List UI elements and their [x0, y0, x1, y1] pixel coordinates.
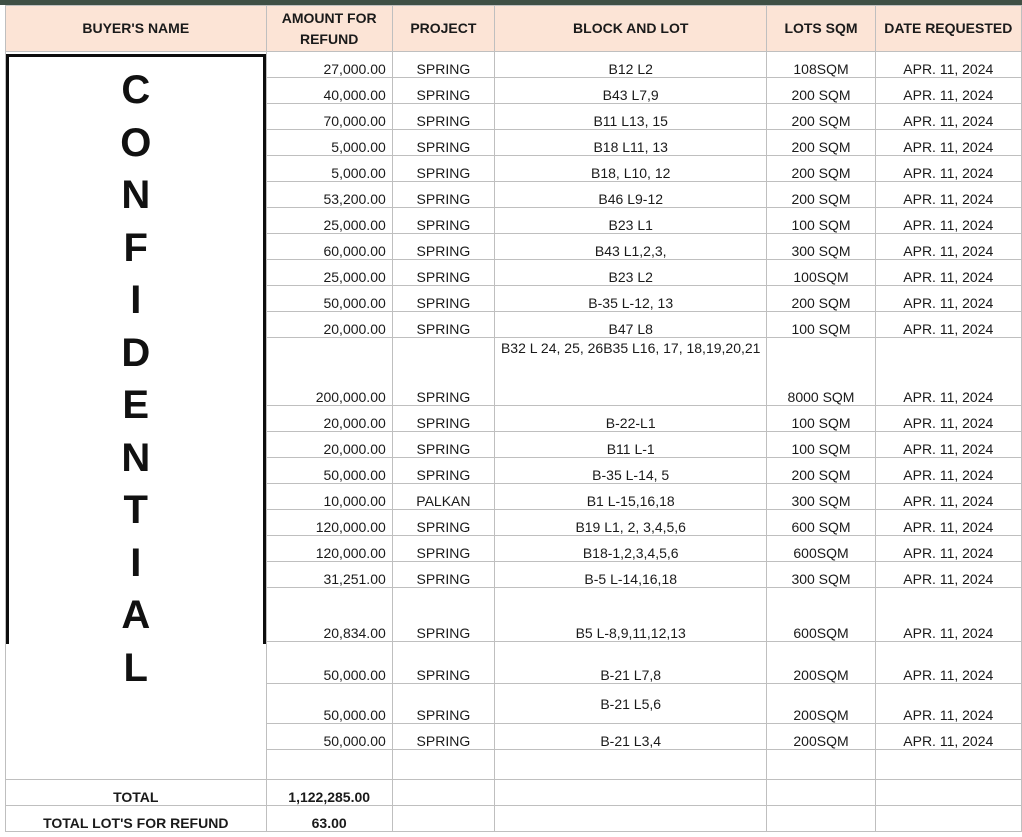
date-requested-cell: APR. 11, 2024 [875, 406, 1021, 432]
refund-amount-cell: 20,000.00 [266, 432, 392, 458]
lots-sqm-cell: 600SQM [767, 588, 875, 642]
block-and-lot-cell: B43 L7,9 [494, 78, 766, 104]
table-row [6, 52, 1022, 78]
project-cell: SPRING [392, 130, 494, 156]
lots-sqm-cell: 100 SQM [767, 312, 875, 338]
date-requested-cell: APR. 11, 2024 [875, 182, 1021, 208]
table-body [6, 52, 1022, 832]
project-cell: SPRING [392, 234, 494, 260]
empty-cell [767, 750, 875, 780]
confidential-letter: O [120, 120, 152, 165]
date-requested-cell: APR. 11, 2024 [875, 536, 1021, 562]
empty-cell [266, 750, 392, 780]
block-and-lot-cell: B18 L11, 13 [494, 130, 766, 156]
header-amount-line2: REFUND [299, 30, 359, 47]
project-cell: SPRING [392, 312, 494, 338]
refund-amount-cell: 25,000.00 [266, 208, 392, 234]
lots-sqm-cell: 108SQM [767, 52, 875, 78]
project-cell: SPRING [392, 588, 494, 642]
refund-amount-cell: 70,000.00 [266, 104, 392, 130]
header-project: PROJECT [392, 6, 494, 52]
lots-sqm-cell: 200 SQM [767, 130, 875, 156]
lots-sqm-cell: 200SQM [767, 642, 875, 684]
refund-amount-cell: 27,000.00 [266, 52, 392, 78]
lots-sqm-cell: 100 SQM [767, 432, 875, 458]
block-and-lot-cell: B12 L2 [494, 52, 766, 78]
lots-sqm-cell: 8000 SQM [767, 338, 875, 406]
date-requested-cell: APR. 11, 2024 [875, 510, 1021, 536]
date-requested-cell: APR. 11, 2024 [875, 458, 1021, 484]
header-block-and-lot: BLOCK AND LOT [494, 6, 766, 52]
date-requested-cell: APR. 11, 2024 [875, 562, 1021, 588]
date-requested-cell: APR. 11, 2024 [875, 684, 1021, 724]
empty-cell [875, 780, 1021, 806]
empty-cell [875, 750, 1021, 780]
lots-sqm-cell: 300 SQM [767, 484, 875, 510]
refund-amount-cell: 50,000.00 [266, 286, 392, 312]
header-amount-line1: AMOUNT FOR [281, 9, 377, 26]
total-lots-row-value: 63.00 [266, 806, 392, 832]
block-and-lot-cell: B18, L10, 12 [494, 156, 766, 182]
project-cell: SPRING [392, 724, 494, 750]
empty-cell [767, 780, 875, 806]
date-requested-cell: APR. 11, 2024 [875, 260, 1021, 286]
total-lots-row [6, 806, 1022, 832]
confidential-letter: I [130, 540, 142, 585]
lots-sqm-cell: 200SQM [767, 724, 875, 750]
refund-amount-cell: 20,000.00 [266, 312, 392, 338]
header-row [6, 6, 1022, 52]
confidential-letter: L [123, 645, 148, 690]
total-row-value: 1,122,285.00 [266, 780, 392, 806]
block-and-lot-cell: B23 L1 [494, 208, 766, 234]
project-cell: SPRING [392, 432, 494, 458]
confidential-letter: E [122, 383, 150, 427]
block-and-lot-cell: B-22-L1 [494, 406, 766, 432]
project-cell: SPRING [392, 182, 494, 208]
empty-cell [392, 780, 494, 806]
refund-amount-cell: 50,000.00 [266, 724, 392, 750]
project-cell: SPRING [392, 562, 494, 588]
refund-amount-cell: 20,000.00 [266, 406, 392, 432]
block-and-lot-cell: B-5 L-14,16,18 [494, 562, 766, 588]
project-cell: SPRING [392, 406, 494, 432]
project-cell: SPRING [392, 510, 494, 536]
project-cell: SPRING [392, 338, 494, 406]
date-requested-cell: APR. 11, 2024 [875, 208, 1021, 234]
block-and-lot-cell: B-35 L-12, 13 [494, 286, 766, 312]
lots-sqm-cell: 100SQM [767, 260, 875, 286]
date-requested-cell: APR. 11, 2024 [875, 52, 1021, 78]
project-cell: SPRING [392, 78, 494, 104]
empty-cell [392, 750, 494, 780]
block-and-lot-cell: B23 L2 [494, 260, 766, 286]
project-cell: SPRING [392, 286, 494, 312]
block-and-lot-cell: B-21 L7,8 [494, 642, 766, 684]
project-cell: PALKAN [392, 484, 494, 510]
date-requested-cell: APR. 11, 2024 [875, 484, 1021, 510]
refund-amount-cell: 31,251.00 [266, 562, 392, 588]
lots-sqm-cell: 300 SQM [767, 234, 875, 260]
lots-sqm-cell: 300 SQM [767, 562, 875, 588]
date-requested-cell: APR. 11, 2024 [875, 312, 1021, 338]
empty-cell [875, 806, 1021, 832]
confidential-letter: I [130, 278, 142, 322]
block-and-lot-cell: B32 L 24, 25, 26B35 L16, 17, 18,19,20,21 [494, 338, 766, 406]
confidential-letter: D [121, 330, 151, 375]
block-and-lot-cell: B-21 L3,4 [494, 724, 766, 750]
refund-amount-cell: 53,200.00 [266, 182, 392, 208]
lots-sqm-cell: 200 SQM [767, 156, 875, 182]
date-requested-cell: APR. 11, 2024 [875, 338, 1021, 406]
block-and-lot-cell: B-35 L-14, 5 [494, 458, 766, 484]
block-and-lot-cell: B1 L-15,16,18 [494, 484, 766, 510]
date-requested-cell: APR. 11, 2024 [875, 286, 1021, 312]
empty-cell [494, 780, 766, 806]
lots-sqm-cell: 200 SQM [767, 182, 875, 208]
date-requested-cell: APR. 11, 2024 [875, 130, 1021, 156]
lots-sqm-cell: 200 SQM [767, 286, 875, 312]
refund-amount-cell: 5,000.00 [266, 156, 392, 182]
lots-sqm-cell: 600SQM [767, 536, 875, 562]
total-lots-row-label: TOTAL LOT'S FOR REFUND [6, 806, 267, 832]
block-and-lot-cell: B18-1,2,3,4,5,6 [494, 536, 766, 562]
lots-sqm-cell: 600 SQM [767, 510, 875, 536]
total-row-label: TOTAL [6, 780, 267, 806]
block-and-lot-cell: B5 L-8,9,11,12,13 [494, 588, 766, 642]
lots-sqm-cell: 200 SQM [767, 458, 875, 484]
confidential-letter: F [123, 225, 148, 270]
confidential-letter: T [123, 488, 148, 532]
lots-sqm-cell: 100 SQM [767, 406, 875, 432]
refund-amount-cell: 20,834.00 [266, 588, 392, 642]
refund-amount-cell: 40,000.00 [266, 78, 392, 104]
project-cell: SPRING [392, 260, 494, 286]
header-date-requested: DATE REQUESTED [875, 6, 1021, 52]
project-cell: SPRING [392, 536, 494, 562]
refund-amount-cell: 50,000.00 [266, 458, 392, 484]
date-requested-cell: APR. 11, 2024 [875, 588, 1021, 642]
empty-cell [392, 806, 494, 832]
confidential-letter: N [121, 173, 151, 217]
block-and-lot-cell: B43 L1,2,3, [494, 234, 766, 260]
date-requested-cell: APR. 11, 2024 [875, 724, 1021, 750]
lots-sqm-cell: 200 SQM [767, 104, 875, 130]
block-and-lot-cell: B11 L-1 [494, 432, 766, 458]
confidential-letter: C [121, 68, 151, 112]
lots-sqm-cell: 200SQM [767, 684, 875, 724]
block-and-lot-cell: B46 L9-12 [494, 182, 766, 208]
block-and-lot-cell: B19 L1, 2, 3,4,5,6 [494, 510, 766, 536]
project-cell: SPRING [392, 684, 494, 724]
date-requested-cell: APR. 11, 2024 [875, 78, 1021, 104]
refund-amount-cell: 120,000.00 [266, 510, 392, 536]
project-cell: SPRING [392, 642, 494, 684]
empty-cell [767, 806, 875, 832]
project-cell: SPRING [392, 104, 494, 130]
project-cell: SPRING [392, 458, 494, 484]
block-and-lot-cell: B11 L13, 15 [494, 104, 766, 130]
refund-amount-cell: 60,000.00 [266, 234, 392, 260]
header-amount-for-refund [266, 6, 392, 52]
project-cell: SPRING [392, 208, 494, 234]
refund-amount-cell: 50,000.00 [266, 642, 392, 684]
date-requested-cell: APR. 11, 2024 [875, 642, 1021, 684]
confidential-stamp [6, 64, 266, 694]
total-row [6, 780, 1022, 806]
buyer-name-redacted-cell [6, 52, 267, 780]
refund-amount-cell: 200,000.00 [266, 338, 392, 406]
refund-amount-cell: 10,000.00 [266, 484, 392, 510]
block-and-lot-cell: B-21 L5,6 [494, 684, 766, 724]
project-cell: SPRING [392, 156, 494, 182]
date-requested-cell: APR. 11, 2024 [875, 156, 1021, 182]
empty-cell [494, 750, 766, 780]
refund-amount-cell: 25,000.00 [266, 260, 392, 286]
lots-sqm-cell: 100 SQM [767, 208, 875, 234]
empty-cell [494, 806, 766, 832]
refund-table [5, 5, 1022, 832]
date-requested-cell: APR. 11, 2024 [875, 104, 1021, 130]
date-requested-cell: APR. 11, 2024 [875, 234, 1021, 260]
refund-amount-cell: 50,000.00 [266, 684, 392, 724]
refund-amount-cell: 120,000.00 [266, 536, 392, 562]
header-lots-sqm: LOTS SQM [767, 6, 875, 52]
date-requested-cell: APR. 11, 2024 [875, 432, 1021, 458]
block-and-lot-cell: B47 L8 [494, 312, 766, 338]
refund-amount-cell: 5,000.00 [266, 130, 392, 156]
confidential-letter: N [121, 435, 151, 480]
header-buyer-name: BUYER'S NAME [6, 6, 267, 52]
project-cell: SPRING [392, 52, 494, 78]
lots-sqm-cell: 200 SQM [767, 78, 875, 104]
confidential-letter: A [121, 593, 151, 637]
